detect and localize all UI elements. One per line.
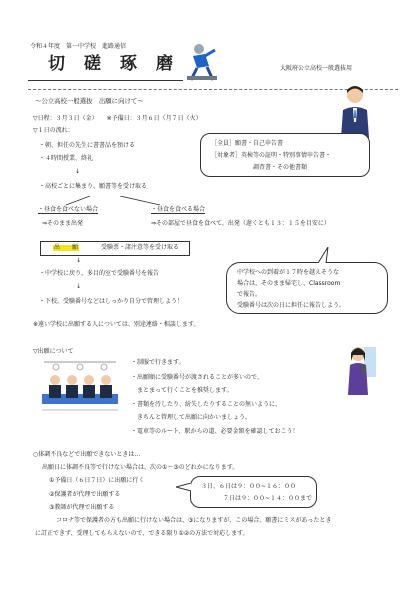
step-return: ・中学校に戻り、多目的室で受験番号を報告 bbox=[39, 270, 160, 277]
step-morning: ・朝、担任の先生に書書品を預ける bbox=[39, 142, 136, 149]
publisher-label: 大阪府公立高校一般選抜用 bbox=[280, 65, 353, 72]
bubble-line-3: で報告。 bbox=[237, 291, 262, 298]
option-teacher: ③教師が代理で出願する bbox=[49, 504, 115, 511]
no-lunch-note: ⇒そのまま出発 bbox=[42, 220, 84, 227]
application-text: 受験票・諸注意等を受け取る bbox=[101, 244, 180, 251]
branch-arrows bbox=[60, 196, 200, 206]
schedule-date: ▽日程：３月３日（金） ※予備日：３月６日（月７日（火） bbox=[33, 115, 202, 122]
arrow-down-icon: ↓ bbox=[76, 257, 82, 264]
hours-box bbox=[190, 476, 317, 508]
sick-intro: 出願日に体調不良等で行けない場合は、次の①～③のどれかになります。 bbox=[42, 464, 239, 471]
issue-label: 令和４年度 第一中学校 進路通信 bbox=[30, 43, 127, 50]
newsletter-title: 切 磋 琢 磨 bbox=[48, 54, 174, 74]
no-lunch-option: ・昼食を食べない場合 bbox=[38, 206, 99, 213]
section-title: ～公立高校一般選抜 出願に向けて～ bbox=[35, 97, 144, 105]
application-box bbox=[40, 241, 190, 256]
train-students-illustration bbox=[42, 360, 118, 412]
arrow-down-icon: ↓ bbox=[75, 168, 81, 175]
application-label: 出 願 bbox=[54, 244, 79, 251]
teacher-illustration bbox=[335, 84, 375, 138]
lunch-note: ⇒その部屋で昼食を食べて、出発（遅くとも１３：１５を目安に） bbox=[151, 220, 330, 227]
note-uniform: ・制服で行きます。 bbox=[131, 359, 185, 366]
covid-note-2: に訂正できず、受理してもらえないので、できる限り①②の方法で対応します。 bbox=[35, 530, 249, 537]
option-reserve-day: ①予備日（６日７日）に出願に行く bbox=[49, 477, 145, 484]
bubble-tail bbox=[316, 247, 330, 263]
bubble-line-1: 中学校への到着が１７時を越えそうな bbox=[237, 269, 340, 276]
option-guardian: ②保護者が代理で出願する bbox=[49, 491, 121, 498]
documents-line-2: ［対象者］英検等の証明・特別事情申告書・ bbox=[211, 152, 332, 159]
covid-note-1: コロナ等で保護者の方も出願に行けない場合は、③になりますが、この場合、願書にミスがあったとき bbox=[56, 517, 332, 524]
hours-pointer bbox=[176, 483, 192, 491]
bubble-line-4: 受験番号は次の日に担任に報告しよう。 bbox=[237, 302, 346, 309]
note-documents-1: ・書類を汚したり、紛失したりすることの無いように、 bbox=[131, 401, 282, 408]
note-route: ・電車等のルート、駅からの道、必要金額を確認しておこう！ bbox=[131, 428, 299, 435]
documents-box bbox=[200, 133, 370, 177]
remote-note: ※遠い学校に出願する人については、別途連絡・相談します。 bbox=[33, 321, 200, 328]
bubble-line-2: 場合は、そのまま帰宅し、Classroom bbox=[237, 280, 341, 287]
hours-line-1: ３日、６日は９：００~１６：００ bbox=[201, 483, 297, 490]
sick-heading: ○体調不良などで出願できないときは… bbox=[33, 451, 141, 458]
note-order-2: まとまって行くことを推奨します。 bbox=[131, 387, 233, 394]
phone-user-illustration bbox=[346, 343, 378, 395]
lunch-option: ・昼食を食べる場合 bbox=[151, 206, 206, 213]
mascot-icon bbox=[185, 42, 221, 82]
step-gather: ・高校ごとに集まり、願書等を受け取る bbox=[39, 183, 148, 190]
speech-bubble bbox=[226, 262, 388, 314]
note-order-1: ・出願順に受験番号が渡されることが多いので、 bbox=[131, 374, 263, 381]
hours-line-2: ７日は９：００~１４：００まで bbox=[223, 495, 313, 502]
documents-line-1: ［全員］願書・自己申告書 bbox=[211, 140, 284, 147]
note-documents-2: きちんと管理して出願に向かいましょう。 bbox=[131, 414, 252, 421]
step-leave: ・下校。受験番号などはしっかり自分で管理しよう！ bbox=[39, 298, 184, 305]
arrow-down-icon: ↓ bbox=[76, 283, 82, 290]
flow-heading: ▽１日の流れ： bbox=[33, 127, 74, 134]
notes-heading: ▽出願について bbox=[33, 348, 74, 355]
step-classes: ・４時間授業、終礼 bbox=[39, 155, 94, 162]
documents-line-3: 調査書・その他書類 bbox=[253, 164, 308, 171]
header-underline bbox=[28, 80, 183, 81]
